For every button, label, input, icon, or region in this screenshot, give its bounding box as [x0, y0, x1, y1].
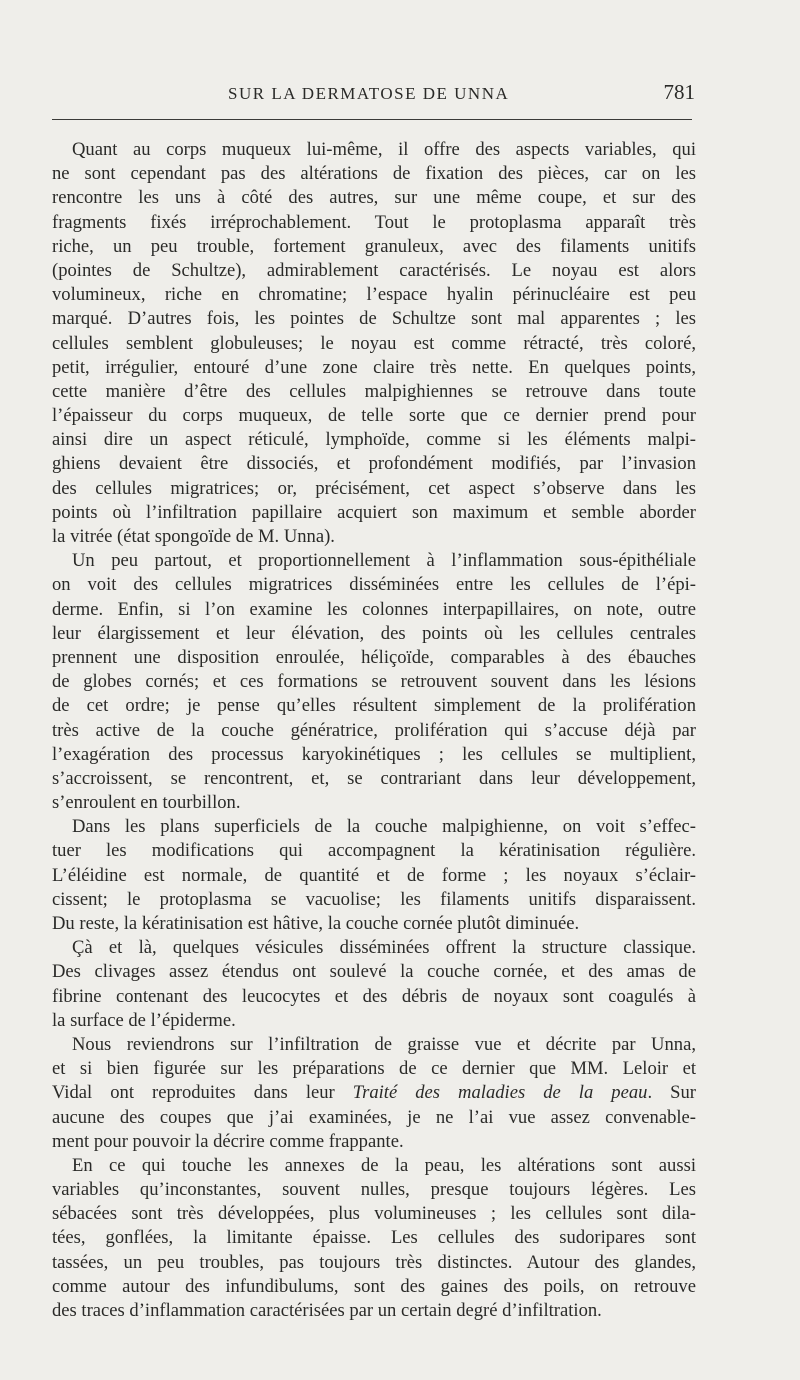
page-header — [52, 80, 695, 110]
text-line — [52, 1275, 696, 1299]
line-text: Quant au corps muqueux lui-même, il offre des aspects variables, qui — [72, 139, 696, 160]
text-line — [52, 573, 696, 597]
line-text: rencontre les uns à côté des autres, sur une même coupe, et sur des — [52, 187, 696, 209]
text-line — [52, 259, 696, 283]
text-line — [52, 1202, 696, 1226]
text-line — [52, 1226, 696, 1250]
line-text: cette manière d’être des cellules malpighiennes se retrouve dans toute — [52, 380, 696, 402]
text-line — [52, 888, 696, 912]
text-line — [52, 452, 696, 476]
text-line — [52, 332, 696, 356]
line-text: cellules semblent globuleuses; le noyau est comme rétracté, très coloré, — [52, 332, 696, 354]
line-text: Des clivages assez étendus ont soulevé la couche cornée, et des amas de — [52, 961, 696, 983]
line-text: l’exagération des processus karyokinétiques ; les cellules se multiplient, — [52, 743, 696, 765]
page-number: 781 — [663, 80, 695, 104]
text-line — [52, 501, 696, 525]
line-text: de globes cornés; et ces formations se retrouvent souvent dans les lésions — [52, 671, 696, 693]
line-text: comme autour des infundibulums, sont des gaines des poils, on retrouve — [52, 1275, 696, 1297]
text-line — [52, 162, 696, 186]
text-line — [52, 1154, 696, 1178]
line-text: Dans les plans superficiels de la couche malpighienne, on voit s’effec- — [72, 816, 696, 838]
line-text: Nous reviendrons sur l’infiltration de graisse vue et décrite par Unna, — [72, 1033, 696, 1055]
text-line — [52, 694, 696, 718]
text-line — [52, 646, 696, 670]
line-text: En ce qui touche les annexes de la peau, les altérations sont aussi — [72, 1154, 696, 1176]
text-line — [52, 1299, 696, 1323]
line-text: marqué. D’autres fois, les pointes de Schultze sont mal apparentes ; les — [52, 308, 696, 330]
line-text: des cellules migratrices; or, précisément, cet aspect s’observe dans les — [52, 477, 696, 499]
line-text: la vitrée (état spongoïde de M. Unna). — [52, 526, 335, 547]
line-text: leur élargissement et leur élévation, des points où les cellules centrales — [52, 622, 696, 644]
text-line — [52, 839, 696, 863]
line-text: fragments fixés irréprochablement. Tout le protoplasma apparaît très — [52, 211, 696, 233]
line-text: aucune des coupes que j’ai examinées, je ne l’ai vue assez convenable- — [52, 1106, 696, 1128]
line-text: ment pour pouvoir la décrire comme frappante. — [52, 1130, 404, 1152]
text-line — [52, 622, 696, 646]
body-text — [52, 138, 696, 1323]
text-line — [52, 864, 696, 888]
line-text: (pointes de Schultze), admirablement caractérisés. Le noyau est alors — [52, 259, 696, 281]
line-text: volumineux, riche en chromatine; l’espace hyalin périnucléaire est peu — [52, 284, 696, 306]
text-line — [52, 598, 696, 622]
text-line — [52, 138, 696, 162]
line-text: ghiens devaient être dissociés, et profondément modifiés, par l’invasion — [52, 453, 696, 475]
line-text: on voit des cellules migratrices disséminées entre les cellules de l’épi- — [52, 574, 696, 596]
line-text: prennent une disposition enroulée, héliçoïde, comparables à des ébauches — [52, 646, 696, 668]
text-line — [52, 791, 696, 815]
line-text: et si bien figurée sur les préparations de ce dernier que MM. Leloir et — [52, 1058, 696, 1080]
line-text: Çà et là, quelques vésicules disséminées offrent la structure classique. — [72, 937, 696, 959]
line-text: petit, irrégulier, entouré d’une zone claire très nette. En quelques points, — [52, 356, 696, 378]
line-text: la surface de l’épiderme. — [52, 1009, 236, 1031]
line-text: Du reste, la kératinisation est hâtive, la couche cornée plutôt diminuée. — [52, 913, 580, 934]
line-text: s’enroulent en tourbillon. — [52, 792, 241, 814]
text-line — [52, 525, 696, 549]
text-line — [52, 1130, 696, 1154]
text-line — [52, 912, 696, 936]
text-line — [52, 985, 696, 1009]
text-line — [52, 283, 696, 307]
text-line — [52, 1009, 696, 1033]
text-line — [52, 549, 696, 573]
text-line — [52, 186, 696, 210]
line-text: cissent; le protoplasma se vacuolise; les filaments unitifs disparaissent. — [52, 888, 696, 910]
line-text: Un peu partout, et proportionnellement à l’inflammation sous-épithéliale — [72, 550, 696, 572]
line-text: riche, un peu trouble, fortement granuleux, avec des filaments unitifs — [52, 235, 696, 257]
book-title: Traité des maladies de la peau — [352, 1082, 648, 1104]
text-line — [52, 719, 696, 743]
text-line — [52, 477, 696, 501]
text-line — [52, 670, 696, 694]
line-text: tassées, un peu troubles, pas toujours très distinctes. Autour des glandes, — [52, 1251, 696, 1273]
text-line — [52, 743, 696, 767]
line-text-continued: . Sur — [647, 1082, 696, 1104]
line-text: l’épaisseur du corps muqueux, de telle sorte que ce dernier prend pour — [52, 405, 696, 427]
text-line — [52, 1106, 696, 1130]
text-line — [52, 235, 696, 259]
text-line — [52, 1178, 696, 1202]
line-text: des traces d’inflammation caractérisées par un certain degré d’infiltration. — [52, 1300, 602, 1321]
text-line — [52, 815, 696, 839]
running-title: SUR LA DERMATOSE DE UNNA — [228, 84, 510, 103]
text-line — [52, 307, 696, 331]
line-text: fibrine contenant des leucocytes et des débris de noyaux sont coagulés à — [52, 985, 696, 1007]
line-text: s’accroissent, se rencontrent, et, se contrariant dans leur développement, — [52, 767, 696, 789]
text-line — [52, 356, 696, 380]
line-text: de cet ordre; je pense qu’elles résultent simplement de la prolifération — [52, 695, 696, 717]
text-line — [52, 936, 696, 960]
header-rule — [52, 119, 692, 120]
line-text: tées, gonflées, la limitante épaisse. Les cellules des sudoripares sont — [52, 1227, 696, 1249]
text-line — [52, 1251, 696, 1275]
text-line — [52, 428, 696, 452]
line-text: points où l’infiltration papillaire acquiert son maximum et semble aborder — [52, 501, 696, 523]
line-text: sébacées sont très développées, plus volumineuses ; les cellules sont dila- — [52, 1203, 696, 1225]
line-text: ainsi dire un aspect réticulé, lymphoïde, comme si les éléments malpi- — [52, 429, 696, 451]
text-line — [52, 380, 696, 404]
text-line — [52, 960, 696, 984]
text-line — [52, 767, 696, 791]
line-text: variables qu’inconstantes, souvent nulles, presque toujours légères. Les — [52, 1179, 696, 1201]
line-text: L’éléidine est normale, de quantité et de forme ; les noyaux s’éclair- — [52, 864, 696, 886]
text-line — [52, 1033, 696, 1057]
line-text: derme. Enfin, si l’on examine les colonnes interpapillaires, on note, outre — [52, 598, 696, 620]
line-text: très active de la couche génératrice, prolifération qui s’accuse déjà par — [52, 719, 696, 741]
text-line — [52, 211, 696, 235]
text-line — [52, 1081, 696, 1105]
line-text: tuer les modifications qui accompagnent la kératinisation régulière. — [52, 840, 696, 862]
text-line — [52, 1057, 696, 1081]
line-text: Vidal ont reproduites dans leur — [52, 1082, 353, 1104]
line-text: ne sont cependant pas des altérations de fixation des pièces, car on les — [52, 163, 696, 185]
text-line — [52, 404, 696, 428]
